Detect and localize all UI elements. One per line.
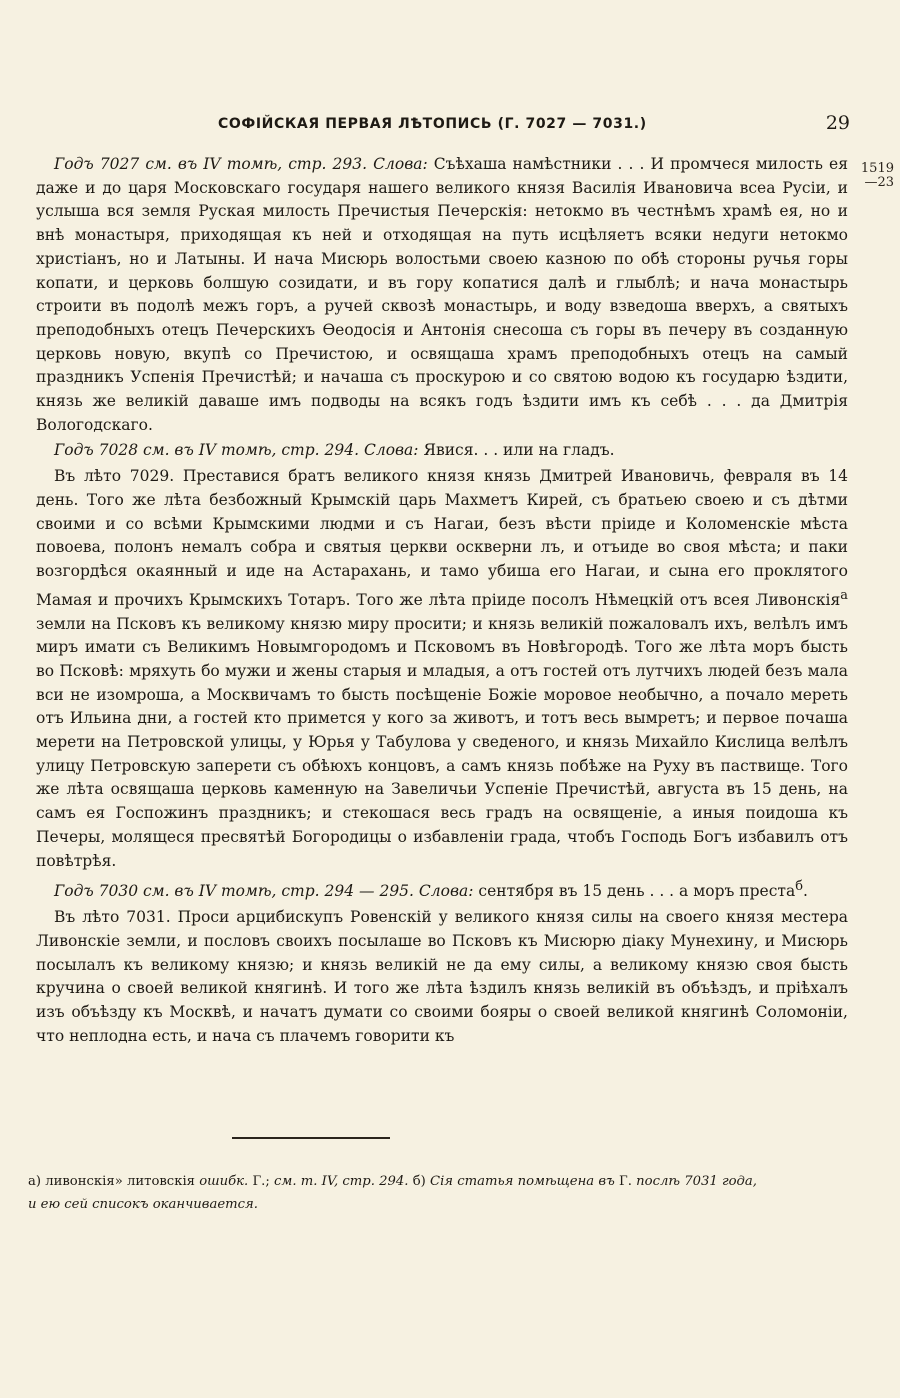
margin-year-end: —23	[864, 175, 894, 190]
margin-year-start: 1519	[860, 161, 894, 176]
footnote-a-source: Г.;	[252, 1174, 270, 1189]
footnote-b-text-2: послѣ 7031 года,	[636, 1174, 757, 1189]
running-title: СОФІЙСКАЯ ПЕРВАЯ ЛѢТОПИСЬ (Г. 7027 — 7031.)	[218, 116, 647, 132]
footnote-a-note: ошибк.	[199, 1174, 249, 1189]
footnote-b-label: б)	[412, 1174, 426, 1189]
paragraph-7031	[36, 906, 848, 1048]
text-7029-b: земли на Псковъ къ великому князю миру просити; и князь великій пожаловалъ ихъ, велѣлъ имъ миръ имати съ Великимъ Новымгородомъ и Псковомъ въ Новѣгородѣ. Того же лѣта моръ бысть во Псковѣ: мряхуть бо мужи и жены старыя и младыя, а отъ гостей отъ лутчихъ людей безъ мала вси не изомроша, а Москвичамъ то бысть посѣщеніе Божіе моровое необычно, а почало мереть отъ Ильина дни, а гостей кто примется у кого за животъ, и тотъ весь вымретъ; и первое почаша мерети на Петровской улицы, у Юрья у Табулова у сведеного, и князь Михайло Кислица велѣлъ улицу Петровскую заперети съ обѣюхъ концовъ, а самъ князь побѣже на Руху въ паствище. Того же лѣта освящаша церковь каменную на Завеличьи Успеніе Пречистѣй, августа въ 15 день, на самъ ея Госпожинъ праздникъ; и стекошася весь градъ на освященіе, а иныя поидоша къ Печеры, молящеся пресвятѣй Богородицы о избавленіи града, чтобъ Господь Богъ избавилъ отъ повѣтрѣя.	[36, 614, 848, 870]
text-7029-a: Въ лѣто 7029. Преставися братъ великого князя князь Дмитрей Ивановичь, февраля въ 14 день. Того же лѣта безбожный Крымскій царь Махметъ Кирей, съ братьею своею и съ дѣтми своими и со всѣми Крымскими людми и съ Нагаи, безъ вѣсти пріиде и Коломенскіе мѣста повоева, полонъ немалъ собра и святыя церкви оскверни лъ, и отъиде во своя мѣста; и паки возгордѣся окаянный и иде на Астарахань, и тамо убиша его Нагаи, и сына его проклятого Мамая и прочихъ Крымскихъ Тотаръ. Того же лѣта пріиде посолъ Нѣмецкій отъ всея Ливонскія	[36, 467, 848, 609]
text-7031: Въ лѣто 7031. Проси арцибискупъ Ровенскій у великого князя силы на своего князя местера Ливонскіе земли, и пословъ своихъ посылаше во Псковъ къ Мисюрю діаку Мунехину, и Мисюрь посылалъ къ великому князю; и князь великій не да ему силы, а великому князю своя бысть кручина о своей великой княгинѣ. И того же лѣта ѣздилъ князь великій въ объѣздъ, и пріѣхалъ изъ объѣзду къ Москвѣ, и начатъ думати со своими бояры о своей великой княгинѣ Соломоніи, что неплодна есть, и нача съ плачемъ говорити къ	[36, 908, 848, 1045]
footnote-a-label: а)	[28, 1174, 42, 1189]
footnote-a-reading: литовскія	[126, 1174, 195, 1189]
footnote-a-reference: см. т. IV, стр. 294.	[274, 1174, 409, 1189]
paragraph-7027	[36, 153, 848, 437]
text-7028: Явися. . . или на гладъ.	[423, 441, 615, 460]
page-header	[40, 112, 858, 142]
paragraph-7030	[36, 875, 848, 904]
text-7030: сентября въ 15 день . . . а моръ преста	[478, 882, 796, 901]
margin-year-range	[861, 162, 894, 190]
footnote-b-text-3: и ею сей списокъ оканчивается.	[28, 1197, 258, 1212]
footnotes	[28, 1170, 850, 1216]
footnote-b-text-1: Сія статья помѣщена въ	[430, 1174, 615, 1189]
page-number: 29	[825, 112, 850, 134]
footnote-marker-a: а	[840, 587, 848, 603]
text-7027: Съѣхаша намѣстники . . . И промчеся милость ея даже и до царя Московскаго государя нашего великого князя Василія Ивановича всеа Русіи, и услыша вся земля Руская милость Пречистыя Печерскія: нетокмо въ честнѣмъ храмѣ ея, но и внѣ монастыря, приходящая къ ней и отходящая на путь исцѣляетъ всяки недуги нетокмо христіанъ, но и Латыны. И нача Мисюрь волостьми своею казною по обѣ стороны ручья горы копати, и церковь болшую созидати, и въ гору копатися далѣ и глыблѣ; и нача монастырь строити въ подолѣ межъ горъ, а ручей сквозѣ монастырь, и воду взведоша вверхъ, а святыхъ преподобныхъ отецъ Печерскихъ Ѳеодосія и Антонія снесоша съ горы въ печеру въ созданную церковь новую, вкупѣ со Пречистою, и освящаша храмъ преподобныхъ отецъ на самый праздникъ Успенія Пречистѣй; и начаша съ проскурою и со святою водою къ государю ѣздити, князь же великій даваше имъ подводы на всякъ годъ ѣздити имъ къ себѣ . . . да Дмитрія Вологодскаго.	[36, 155, 848, 434]
footnote-b-continuation	[28, 1193, 850, 1216]
main-text	[36, 153, 848, 1048]
footnote-b-source: Г.	[619, 1174, 632, 1189]
paragraph-7028	[36, 439, 848, 463]
reference-7027: Годъ 7027 см. въ IV томѣ, стр. 293. Слова:	[54, 155, 428, 173]
footnote-marker-b: б	[795, 879, 803, 895]
text-7030-end: .	[803, 882, 808, 901]
reference-7028: Годъ 7028 см. въ IV томѣ, стр. 294. Слова:	[54, 441, 419, 460]
footnote-a	[28, 1170, 850, 1193]
paragraph-7029	[36, 465, 848, 873]
reference-7030: Годъ 7030 см. въ IV томѣ, стр. 294 — 295. Слова:	[54, 882, 474, 901]
footnote-a-variant: ливонскія»	[45, 1174, 123, 1189]
footnote-divider	[232, 1137, 390, 1139]
